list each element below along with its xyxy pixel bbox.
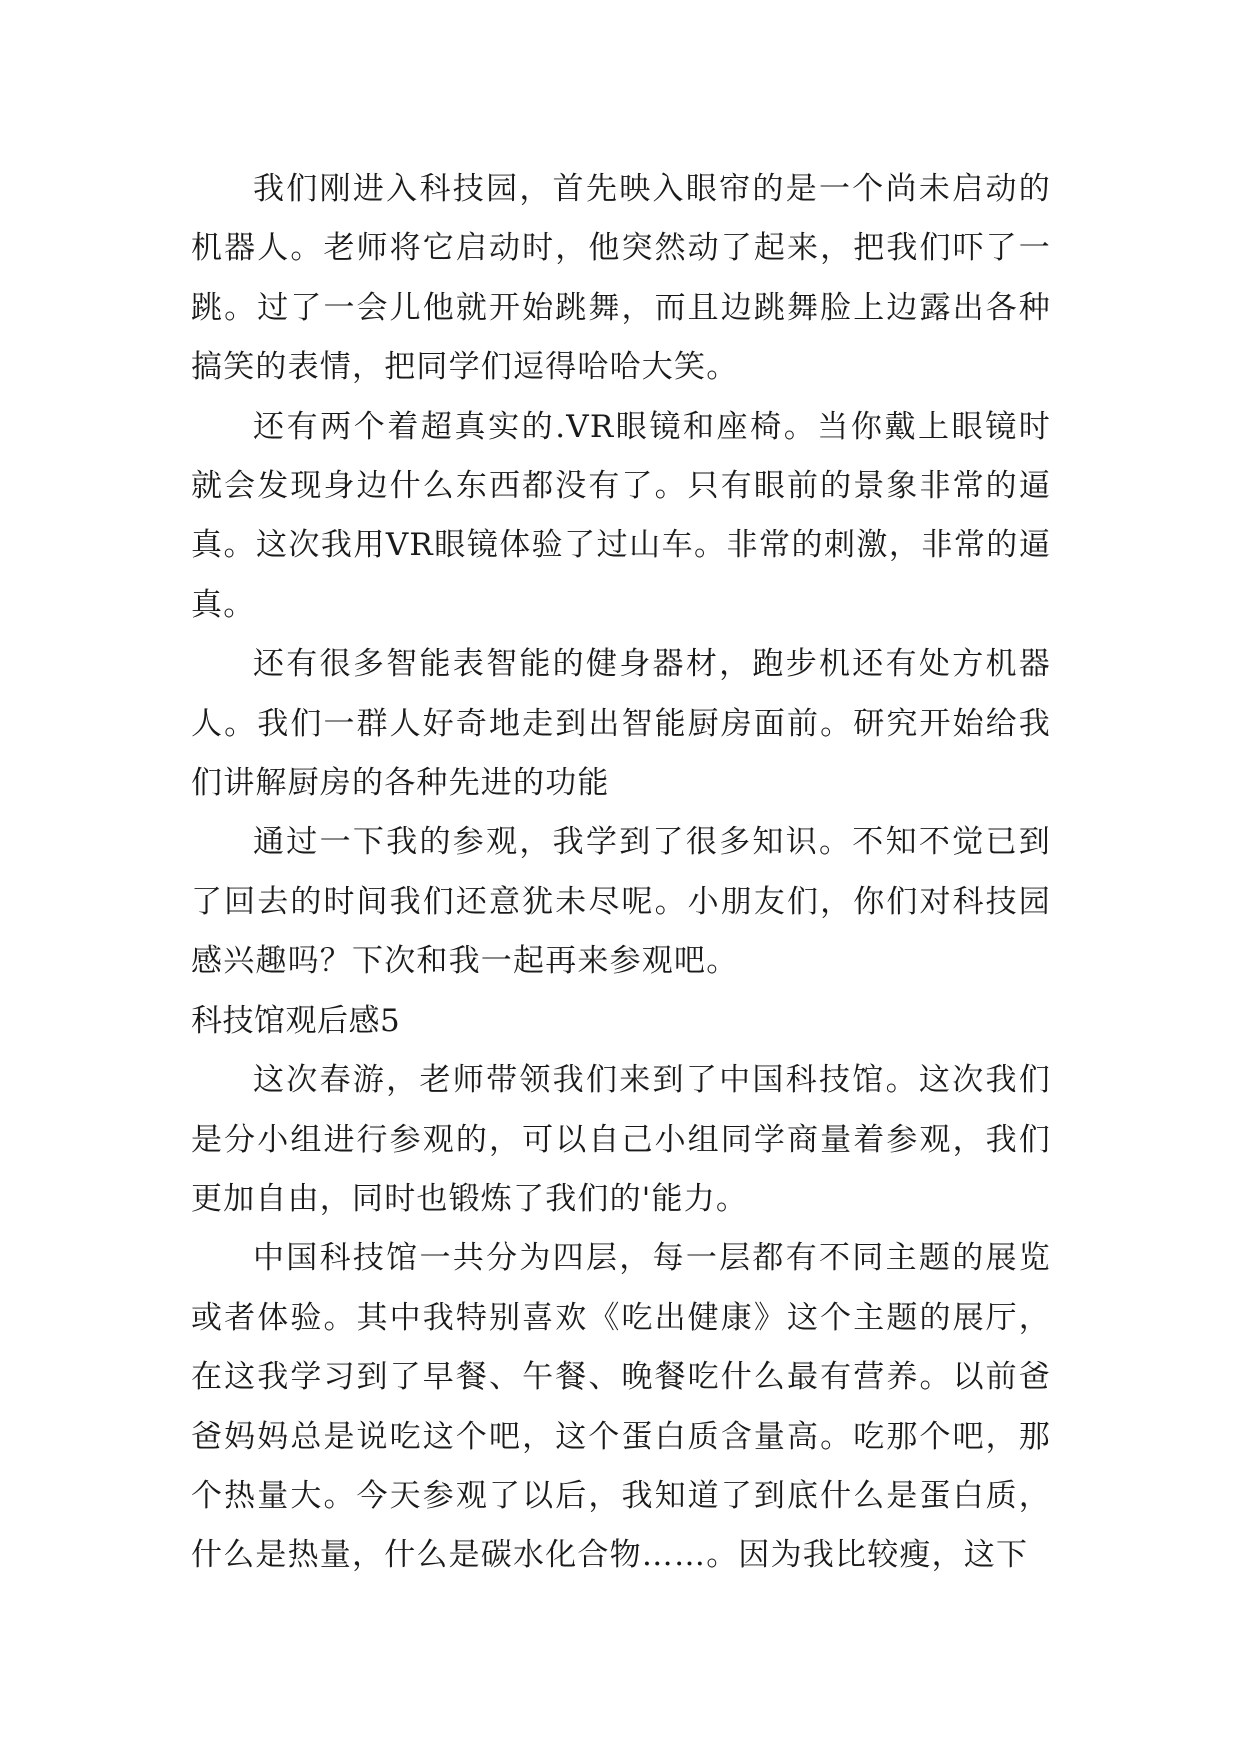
paragraph-conclusion: 通过一下我的参观，我学到了很多知识。不知不觉已到了回去的时间我们还意犹未尽呢。小朋友们，你们对科技园感兴趣吗？下次和我一起再来参观吧。 (191, 824, 1051, 980)
paragraph-spring-trip: 这次春游，老师带领我们来到了中国科技馆。这次我们是分小组进行参观的，可以自己小组同学商量着参观，我们更加自由，同时也锻炼了我们的'能力。 (191, 1062, 1051, 1217)
paragraph-museum-floors: 中国科技馆一共分为四层，每一层都有不同主题的展览或者体验。其中我特别喜欢《吃出健康》这个主题的展厅，在这我学习到了早餐、午餐、晚餐吃什么最有营养。以前爸爸妈妈总是说吃这个吧，这个蛋白质含量高。吃那个吧，那个热量大。今天参观了以后，我知道了到底什么是蛋白质，什么是热量，什么是碳水化合物……。因为我比较瘦，这下 (191, 1240, 1051, 1574)
paragraph-vr-glasses: 还有两个着超真实的.VR眼镜和座椅。当你戴上眼镜时就会发现身边什么东西都没有了。只有眼前的景象非常的逼真。这次我用VR眼镜体验了过山车。非常的刺激，非常的逼真。 (191, 408, 1051, 623)
section-heading: 科技馆观后感5 (191, 1002, 401, 1039)
document-body (191, 160, 1051, 1586)
paragraph-robot: 我们刚进入科技园，首先映入眼帘的是一个尚未启动的机器人。老师将它启动时，他突然动了起来，把我们吓了一跳。过了一会儿他就开始跳舞，而且边跳舞脸上边露出各种搞笑的表情，把同学们逗得哈哈大笑。 (191, 171, 1051, 386)
paragraph-smart-kitchen: 还有很多智能表智能的健身器材，跑步机还有处方机器人。我们一群人好奇地走到出智能厨房面前。研究开始给我们讲解厨房的各种先进的功能 (191, 646, 1051, 802)
